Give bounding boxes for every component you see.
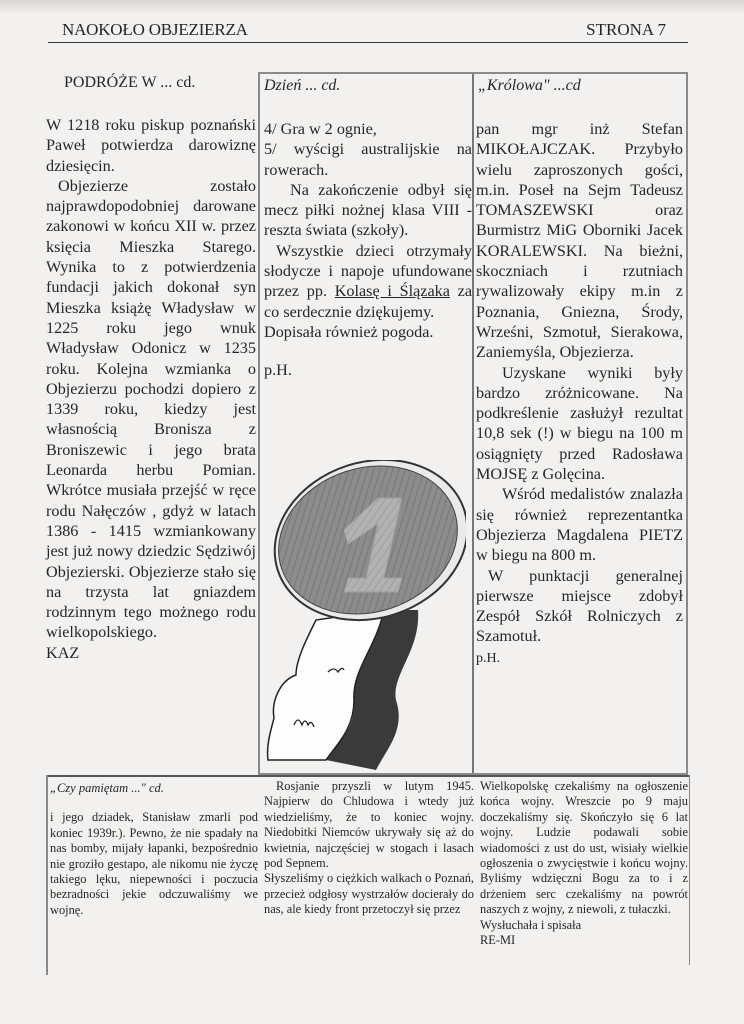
right-article-heading: „Królowa" ...cd [478, 77, 581, 94]
frame-line [46, 775, 48, 975]
column-divider [472, 74, 474, 773]
page-header [48, 20, 688, 43]
right-article-paragraph: W punktacji generalnej pierwsze miejsce zdobył Zespół Szkół Rolniczych z Szamotuł. [476, 566, 683, 646]
bottom-credit: Wysłuchała i spisała [480, 917, 582, 932]
bottom-paragraph: i jego dziadek, Stanisław zmarli pod koniec 1939r.). Pewno, że nie spadały na nas bomby, mijały łapanki, bezpośrednio nie groziło gestapo, ale nikomu nie życzę takiego lęku, niepewności i poczucia bezradności jekie odczuwaliśmy we wojnę. [50, 810, 258, 917]
scan-shadow [0, 0, 744, 14]
frame-line [46, 775, 690, 777]
left-article-heading: PODRÓŻE W ... cd. [64, 74, 196, 91]
bottom-column-1 [50, 781, 258, 918]
bottom-article [46, 775, 690, 975]
mid-article-heading: Dzień ... cd. [264, 77, 341, 94]
right-article-paragraph: Uzyskane wyniki były bardzo zróżnicowane. Na podkreślenie zasłużył rezultat 10,8 sek (!) w biegu na 100 m osiągnięty przed Radosława MOJSĘ z Golęcina. [476, 363, 683, 484]
mid-article-paragraph: Dopisała również pogoda. [264, 322, 434, 341]
right-article-paragraph: Wśród medalistów znalazła się również reprezentantka Objezierza Magdalena PIETZ w biegu na 800 m. [476, 485, 683, 565]
right-article-signature: p.H. [476, 650, 501, 666]
left-article-paragraph: Objezierze zostało najprawdopodobniej darowane zakonowi w końcu XII w. przez księcia Mieszka Starego. Wynika to z potwierdzenia fundacji jakich dokonał syn Mieszka książę Władysław w 1225 roku jego wnuk Władysław Odonicz w 1235 roku. Kolejna wzmianka o Objezierzu pochodzi dopiero z 1339 roku, kiedzy jest własnością Bronisza z Broniszewic i jego brata Leonarda herbu Pomian. Wkrótce musiała przejść w ręce rodu Nałęczów , gdyż w latach 1386 - 1415 wzmiankowany jest już nowy dziedzic Sędziwój Objezierski. Objezierze stało się na trzysta lat gniazdem rodzinnym tego możnego rodu wielkopolskiego. [46, 176, 256, 642]
bottom-article-heading: „Czy pamiętam ..." cd. [50, 781, 164, 795]
bottom-paragraph: Rosjanie przyszli w lutym 1945. Najpierw do Chludowa i wtedy już wiedzieliśmy, że to koniec wojny. Niedobitki Niemców ukrywały się aż do kwietnia, najczęściej w stogach i lasach pod Sepnem. [264, 779, 474, 871]
paragraph-text: Wszystkie dzieci otrzymały słodycze i napoje ufundowane przez pp. [264, 241, 472, 301]
left-article-paragraph: W 1218 roku piskup poznański Paweł potwierdza darowiznę dziesięcin. [46, 116, 256, 175]
left-article-signature: KAZ [46, 643, 80, 662]
mid-article [264, 119, 472, 381]
bottom-paragraph: Słyszeliśmy o ciężkich walkach o Poznań, przecież odgłosy wystrzałów docierały do nas, ale kiedy front przetoczył się przez [264, 871, 474, 917]
bottom-column-3 [480, 779, 688, 948]
page-number: STRONA 7 [586, 20, 666, 39]
sponsor-names: Kolasę i Ślązaka [334, 282, 450, 301]
bottom-paragraph: Wielkopolskę czekaliśmy na ogłoszenie końca wojny. Wreszcie po 9 maju doczekaliśmy się. Skończyło się 6 lat wojny. Ludzie podawali sobie wiadomości z ust do ust, wisiały wielkie ogłoszenia o zwycięstwie i końcu wojny. Byliśmy wdzięczni Bogu za to i z drżeniem serc czekaliśmy na powrót naszych z wojny, z niewoli, z tułaczki. [480, 779, 688, 917]
bottom-signature: RE-MI [480, 933, 516, 948]
mid-article-paragraph [264, 241, 472, 322]
list-item: 4/ Gra w 2 ognie, [264, 120, 377, 138]
newsletter-title: NAOKOŁO OBJEZIERZA [62, 20, 248, 39]
frame-line [689, 775, 691, 965]
left-article [46, 74, 256, 663]
right-article [476, 119, 683, 667]
medal-number-one-icon [266, 460, 466, 770]
right-article-paragraph: pan mgr inż Stefan MIKOŁAJCZAK. Przybyło wielu zaproszonych gości, m.in. Poseł na Sejm Tadeusz TOMASZEWSKI oraz Burmistrz MiG Oborniki Jacek KORALEWSKI. Na bieżni, skoczniach i rzutniach rywalizowały ekipy m.in z Poznania, Gniezna, Środy, Wrześni, Szmotuł, Sierakowa, Zaniemyśla, Objezierza. [476, 120, 683, 362]
bottom-column-2 [264, 779, 474, 918]
list-item: 5/ wyścigi australijskie na rowerach. [264, 140, 472, 179]
mid-article-paragraph: Na zakończenie odbył się mecz piłki nożnej klasa VIII - reszta świata (szkoły). [264, 180, 472, 240]
mid-article-signature: p.H. [264, 361, 292, 380]
paragraph-text: za co serdecznie dziękujemy. [264, 282, 473, 321]
medal-face [266, 460, 466, 637]
